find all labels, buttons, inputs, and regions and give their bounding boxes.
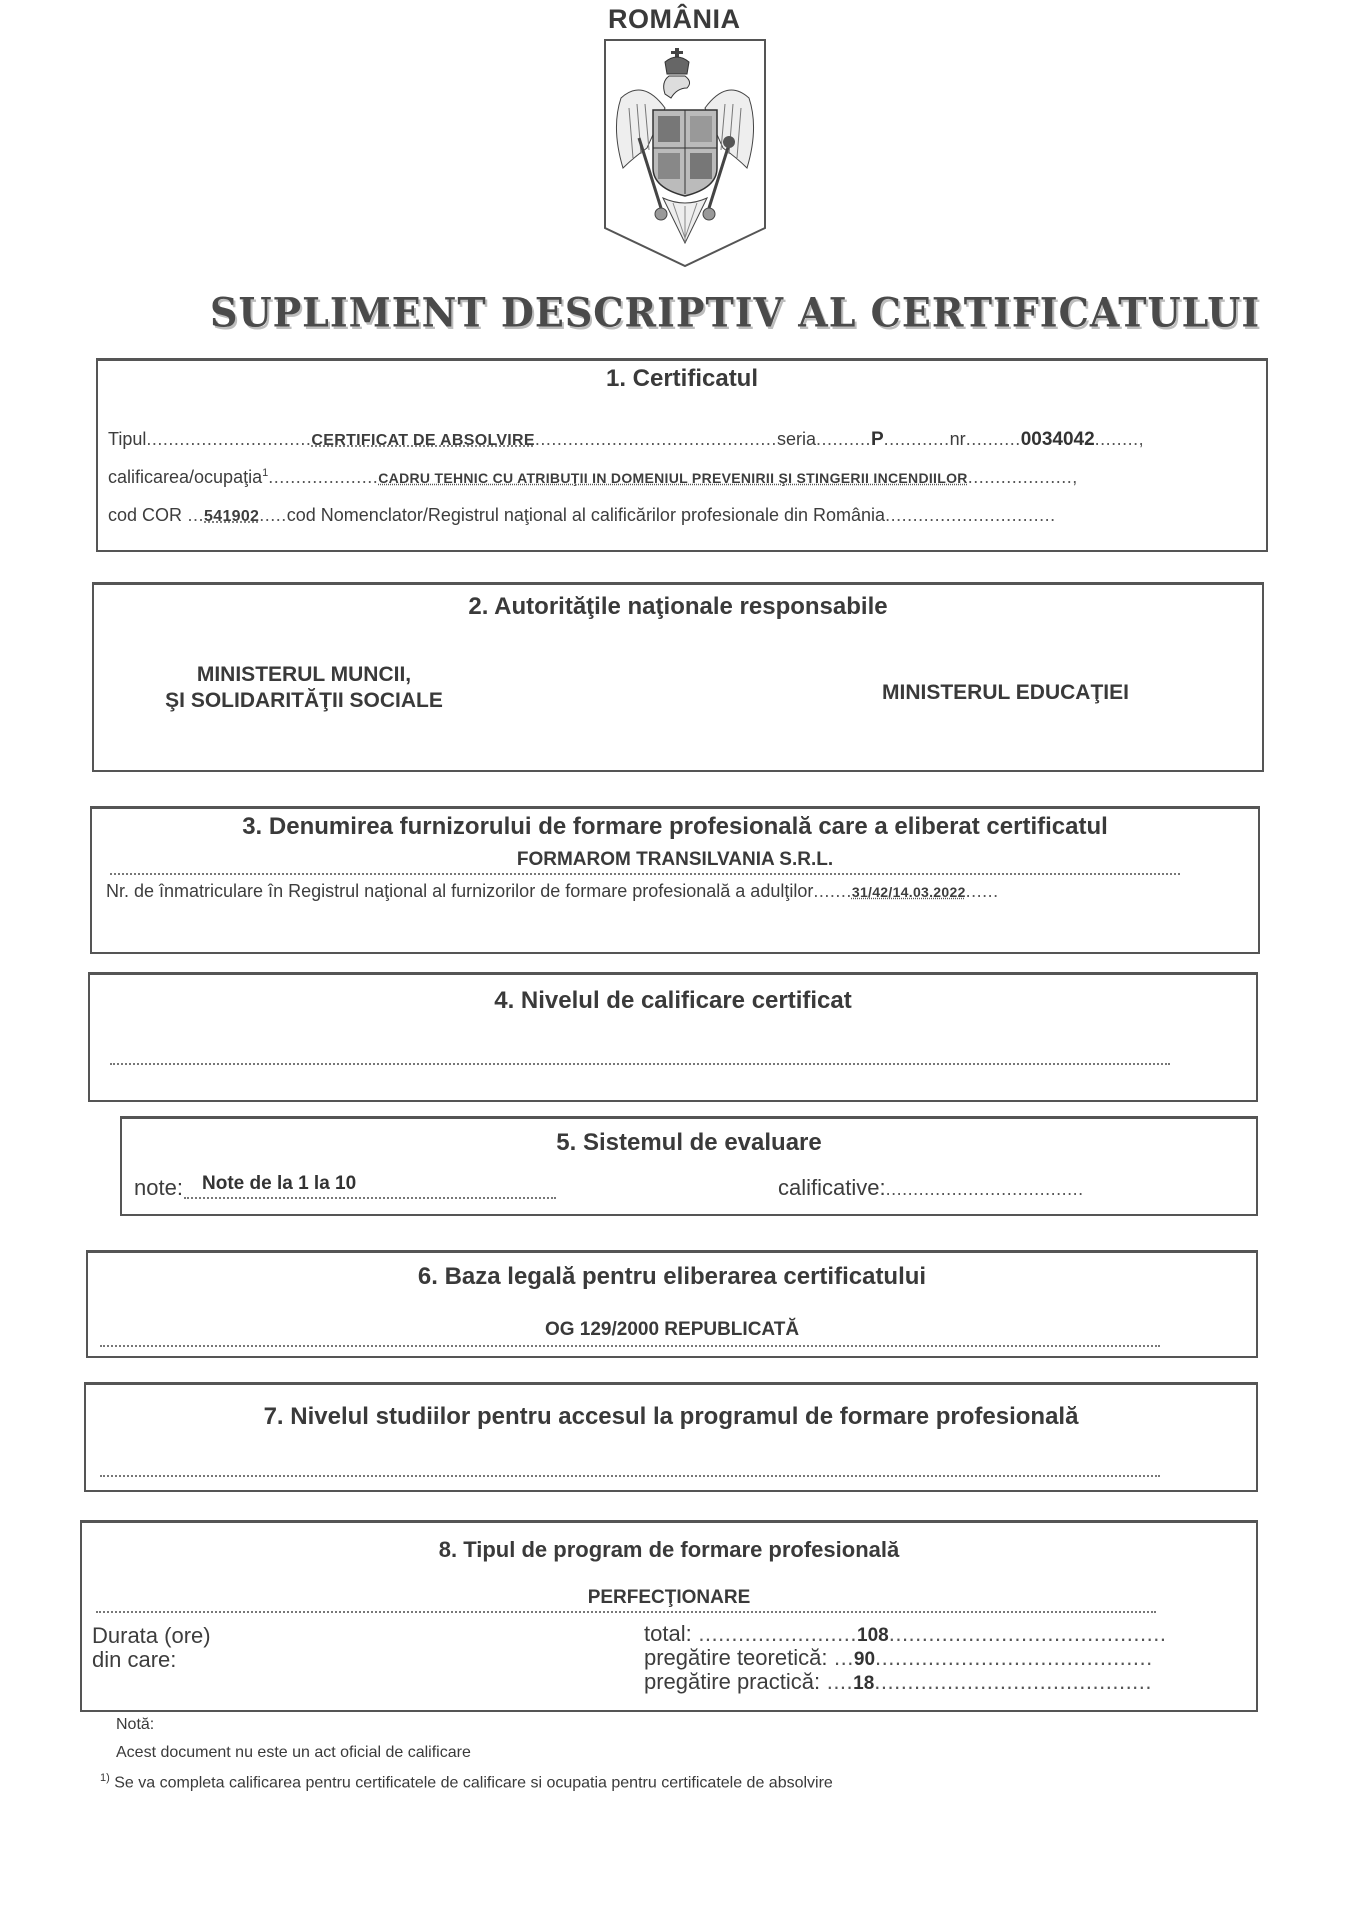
note-label: note: xyxy=(134,1175,183,1200)
cod-cor-value: 541902 xyxy=(204,508,260,525)
authority-labour-ministry xyxy=(134,663,474,713)
nota-label: Notă: xyxy=(116,1716,155,1733)
practica-label: pregătire practică: xyxy=(644,1669,821,1694)
calificarea-value: CADRU TEHNIC CU ATRIBUŢII IN DOMENIUL PREVENIRII ŞI STINGERII INCENDIILOR xyxy=(378,470,968,486)
legal-basis-dotline xyxy=(100,1345,1160,1347)
cod-cor-row: cod COR ...541902.....cod Nomenclator/Registrul naţional al calificărilor profesionale din România............................... xyxy=(108,505,1056,525)
section-program-type xyxy=(80,1520,1258,1712)
total-row: total: ........................108.......................................... xyxy=(644,1621,1167,1646)
section-study-level xyxy=(84,1382,1258,1492)
cod-cor-label: cod COR xyxy=(108,505,183,525)
tipul-row: Tipul..............................CERTIFICAT DE ABSOLVIRE............................................seria..........P............nr..........0034042........, xyxy=(108,429,1145,450)
seria-value: P xyxy=(870,429,884,450)
section-authorities xyxy=(92,582,1264,772)
footnote xyxy=(100,1772,833,1792)
section-6-title: 6. Baza legală pentru eliberarea certificatului xyxy=(417,1263,927,1290)
teoretica-label: pregătire teoretică: xyxy=(644,1645,828,1670)
nota-text: Acest document nu este un act oficial de calificare xyxy=(116,1744,471,1761)
practica-value: 18 xyxy=(853,1673,875,1694)
note-value: Note de la 1 la 10 xyxy=(202,1173,357,1194)
footnote-ref: 1 xyxy=(262,467,269,479)
nr-label: nr xyxy=(949,429,966,449)
total-value: 108 xyxy=(857,1625,889,1646)
section-2-title: 2. Autorităţile naţionale responsabile xyxy=(468,593,888,620)
durata-label: Durata (ore) xyxy=(92,1623,211,1648)
authority-education-ministry: MINISTERUL EDUCAŢIEI xyxy=(882,681,1129,704)
section-3-title: 3. Denumirea furnizorului de formare profesională care a eliberat certificatul xyxy=(242,813,1108,840)
section-qualification-level xyxy=(88,972,1258,1102)
footnote-marker: 1) xyxy=(100,1772,110,1784)
program-type-dotline xyxy=(96,1611,1156,1613)
document-title: SUPLIMENT DESCRIPTIV AL CERTIFICATULUI xyxy=(210,288,1261,337)
section-5-title: 5. Sistemul de evaluare xyxy=(556,1129,822,1156)
section-evaluation xyxy=(120,1116,1258,1216)
study-level-field xyxy=(100,1475,1160,1477)
provider-dotline xyxy=(110,873,1180,875)
footnote-text: Se va completa calificarea pentru certificatele de calificare si ocupatia pentru certificatele de absolvire xyxy=(114,1774,833,1792)
note-row xyxy=(134,1175,183,1201)
section-certificate xyxy=(96,358,1268,552)
provider-name: FORMAROM TRANSILVANIA S.R.L. xyxy=(516,849,834,870)
authority-left-line1: MINISTERUL MUNCII, xyxy=(196,663,412,686)
section-provider xyxy=(90,806,1260,954)
teoretica-value: 90 xyxy=(853,1649,876,1670)
calificarea-row: calificarea/ocupaţia$^1$....................CADRU TEHNIC CU ATRIBUŢII IN DOMENIUL PREVENIRII ŞI STINGERII INCENDIILOR..................., xyxy=(108,467,1078,487)
section-4-title: 4. Nivelul de calificare certificat xyxy=(494,987,852,1014)
note-dotline xyxy=(184,1197,556,1199)
section-legal-basis xyxy=(86,1250,1258,1358)
registration-value: 31/42/14.03.2022 xyxy=(851,884,966,900)
total-label: total: xyxy=(644,1621,692,1646)
section-1-title: 1. Certificatul xyxy=(605,365,759,392)
registration-row: Nr. de înmatriculare în Registrul naţional al furnizorilor de formare profesională a adulţilor.......31/42/14.03.2022...... xyxy=(106,881,999,901)
calificative-label: calificative: xyxy=(778,1175,886,1200)
legal-basis-value: OG 129/2000 REPUBLICATĂ xyxy=(544,1319,800,1340)
teoretica-row: pregătire teoretică: ...90.......................................... xyxy=(644,1645,1153,1670)
tipul-label: Tipul xyxy=(108,429,147,449)
country-heading: ROMÂNIA xyxy=(608,4,741,34)
calificarea-label: calificarea/ocupaţia xyxy=(108,467,263,487)
seria-label: seria xyxy=(776,429,816,449)
section-8-title: 8. Tipul de program de formare profesională xyxy=(438,1537,900,1562)
calificative-row: calificative:.................................... xyxy=(778,1175,1084,1200)
section-7-title: 7. Nivelul studiilor pentru accesul la programul de formare profesională xyxy=(263,1403,1079,1430)
coat-of-arms-icon xyxy=(603,38,767,268)
practica-row: pregătire practică: ....18.......................................... xyxy=(644,1669,1153,1694)
din-care-label: din care: xyxy=(92,1647,177,1672)
nr-value: 0034042 xyxy=(1020,429,1095,450)
program-type-value: PERFECŢIONARE xyxy=(587,1587,751,1608)
tipul-value: CERTIFICAT DE ABSOLVIRE xyxy=(311,432,535,449)
nomenclator-label: cod Nomenclator/Registrul naţional al calificărilor profesionale din România xyxy=(286,505,886,525)
qualification-level-field xyxy=(110,1063,1170,1065)
authority-left-line2: ŞI SOLIDARITĂŢII SOCIALE xyxy=(165,689,443,712)
registration-label: Nr. de înmatriculare în Registrul naţional al furnizorilor de formare profesională a adulţilor xyxy=(106,881,814,901)
